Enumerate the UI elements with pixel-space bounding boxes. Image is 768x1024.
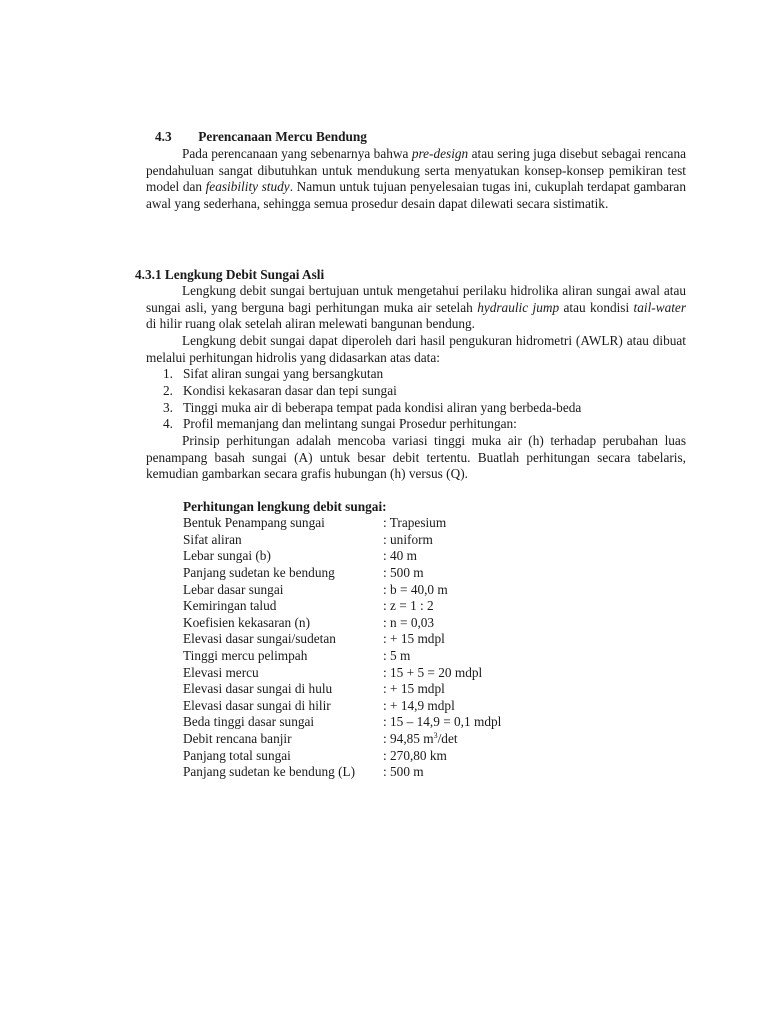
calc-label: Lebar sungai (b) — [183, 548, 271, 563]
list-number: 2. — [163, 383, 173, 398]
calc-value: : + 15 mdpl — [383, 631, 445, 646]
calc-value: : Trapesium — [383, 515, 447, 530]
para-text: Lengkung debit sungai bertujuan untuk mengetahui perilaku hidrolika aliran sungai awal atau sungai asli, yang berguna bagi perhitungan muka air setelah — [146, 283, 686, 315]
calc-value: : 5 m — [383, 648, 411, 663]
para-text: . Namun untuk tujuan penyelesaian tugas ini, cukuplah terdapat gambaran awal yang sederhana, sehingga semua prosedur desain dapat dilewati secara sistimatik. — [146, 179, 686, 211]
calc-label: Debit rencana banjir — [183, 731, 292, 746]
calc-value-main: : 94,85 m — [383, 731, 434, 746]
calc-label: Tinggi mercu pelimpah — [183, 648, 308, 663]
para-text: di hilir ruang olak setelah aliran melewati bangunan bendung. — [146, 316, 475, 332]
para-text: Pada perencanaan yang sebenarnya bahwa — [182, 146, 412, 161]
calc-value: : + 15 mdpl — [383, 681, 445, 696]
calc-value: : 15 + 5 = 20 mdpl — [383, 665, 483, 680]
calc-value: : 15 – 14,9 = 0,1 mdpl — [383, 714, 502, 729]
calc-value — [383, 731, 458, 748]
calc-value: : n = 0,03 — [383, 615, 435, 630]
section-title: Perencanaan Mercu Bendung — [198, 129, 367, 144]
section-number: 4.3 — [155, 129, 172, 144]
para-text: atau sering juga disebut sebagai rencana pendahuluan sangat dibutuhkan untuk mendukung serta menyatukan konsep-konsep pemikiran test model dan — [146, 146, 686, 195]
calc-label: Elevasi dasar sungai/sudetan — [183, 631, 336, 646]
para-text: Prinsip perhitungan adalah mencoba variasi tinggi muka air (h) terhadap perubahan luas penampang basah sungai (A) untuk besar debit tertentu. Buatlah perhitungan secara tabelaris, kemudian gambarkan secara grafis hubungan (h) versus (Q). — [146, 433, 686, 482]
para-text: atau kondisi — [559, 299, 634, 315]
section-heading — [155, 129, 367, 145]
subsection-paragraph-3 — [146, 433, 686, 483]
calc-label: Panjang sudetan ke bendung (L) — [183, 764, 356, 779]
section-paragraph — [146, 146, 686, 212]
para-italic: feasibility study — [205, 179, 290, 195]
calc-label: Bentuk Penampang sungai — [183, 515, 325, 530]
list-item — [163, 400, 581, 417]
list-number: 4. — [163, 416, 173, 431]
subsection-heading — [135, 267, 324, 283]
calc-label: Elevasi dasar sungai di hilir — [183, 698, 331, 713]
calc-value: : 500 m — [383, 565, 424, 580]
list-text: Sifat aliran sungai yang bersangkutan — [183, 366, 384, 381]
calc-label: Elevasi dasar sungai di hulu — [183, 681, 333, 696]
list-number: 1. — [163, 366, 173, 381]
calc-label: Panjang total sungai — [183, 748, 291, 763]
calc-value-suffix: /det — [437, 731, 458, 746]
calc-label: Kemiringan talud — [183, 598, 277, 613]
calc-value: : 270,80 km — [383, 748, 447, 763]
subsection-title: Lengkung Debit Sungai Asli — [164, 267, 325, 282]
calc-heading: Perhitungan lengkung debit sungai: — [183, 499, 387, 514]
calc-label: Lebar dasar sungai — [183, 582, 284, 597]
calc-value: : z = 1 : 2 — [383, 598, 434, 613]
list-item — [163, 383, 397, 400]
para-italic: tail-water — [633, 299, 686, 315]
subsection-number: 4.3.1 — [135, 267, 162, 282]
para-italic: pre-design — [411, 146, 469, 161]
calc-label: Koefisien kekasaran (n) — [183, 615, 311, 630]
calc-value: : uniform — [383, 532, 433, 547]
calc-label: Elevasi mercu — [183, 665, 259, 680]
calc-value-superscript: 3 — [433, 731, 438, 740]
list-item — [163, 366, 383, 383]
list-text: Profil memanjang dan melintang sungai Prosedur perhitungan: — [183, 416, 517, 431]
calc-label: Beda tinggi dasar sungai — [183, 714, 315, 729]
calc-value: : + 14,9 mdpl — [383, 698, 455, 713]
list-text: Kondisi kekasaran dasar dan tepi sungai — [183, 383, 397, 398]
para-italic: hydraulic jump — [477, 299, 560, 315]
calc-label: Panjang sudetan ke bendung — [183, 565, 335, 580]
list-item — [163, 416, 517, 433]
subsection-paragraph-2 — [146, 333, 686, 366]
calc-label: Sifat aliran — [183, 532, 242, 547]
calc-value: : 500 m — [383, 764, 424, 779]
para-text: Lengkung debit sungai dapat diperoleh dari hasil pengukuran hidrometri (AWLR) atau dibuat melalui perhitungan hidrolis yang didasarkan atas data: — [146, 333, 686, 365]
list-number: 3. — [163, 400, 173, 415]
list-text: Tinggi muka air di beberapa tempat pada kondisi aliran yang berbeda-beda — [183, 400, 582, 415]
calc-value: : b = 40,0 m — [383, 582, 448, 597]
calc-value: : 40 m — [383, 548, 417, 563]
subsection-paragraph-1 — [146, 283, 686, 333]
